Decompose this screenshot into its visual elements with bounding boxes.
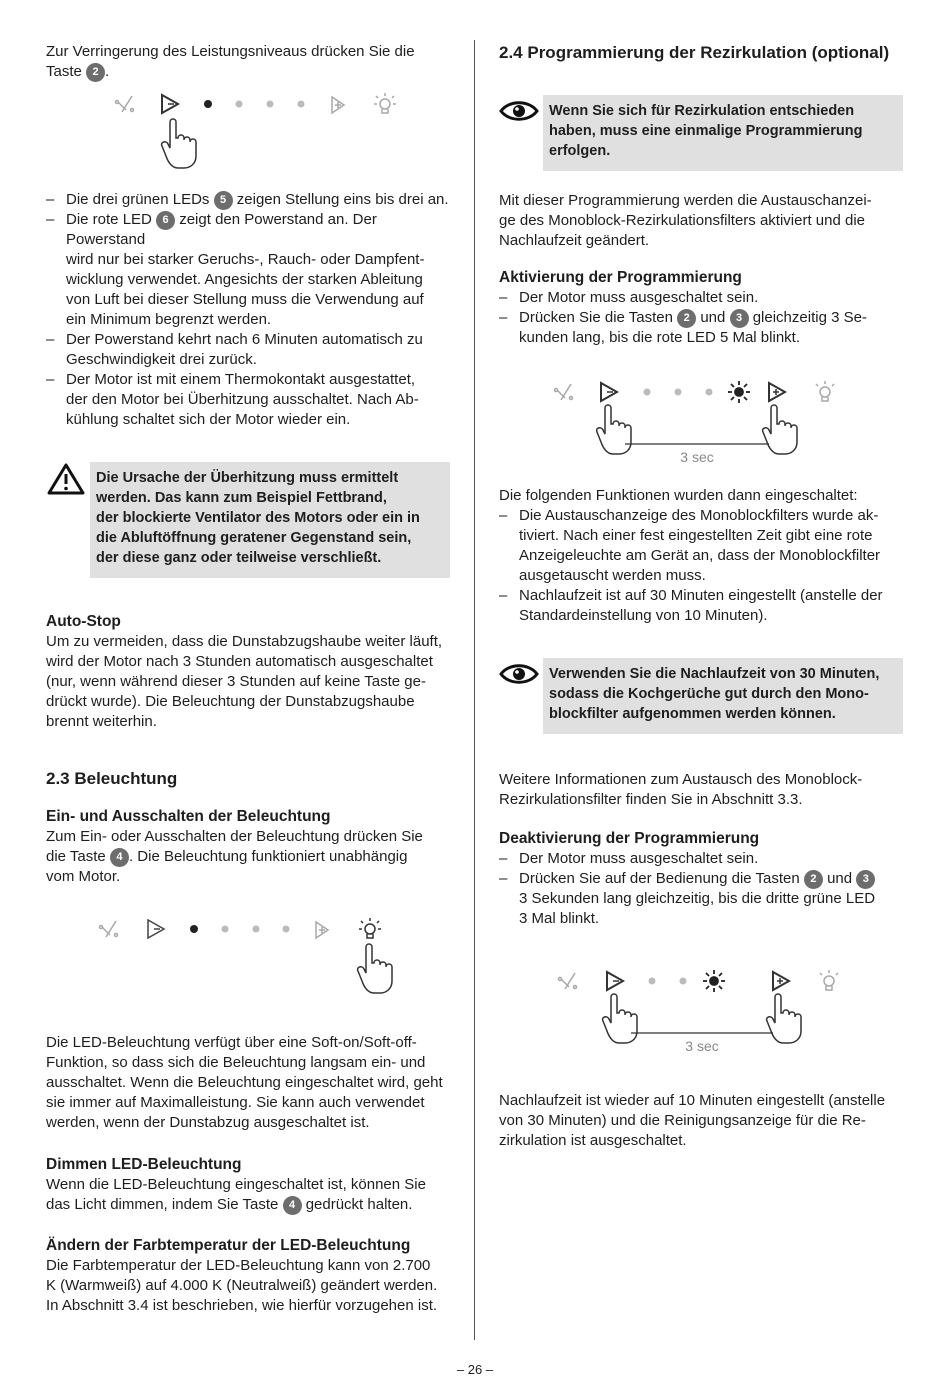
autostop-paragraph: Um zu vermeiden, dass die Dunstabzugshaube weiter läuft, wird der Motor nach 3 Stunden automatisch ausgeschaltet (nur, wenn während dieser 3 Stunden auf keine Taste ge- drückt wurde). Die Beleuchtung der Dunstabzugshaube brennt weiterhin.	[46, 633, 443, 730]
key-badge-5: 5	[214, 191, 233, 210]
color-paragraph: Die Farbtemperatur der LED-Beleuchtung kann von 2.700 K (Warmweiß) auf 4.000 K (Neutralweiß) geändert werden. In Abschnitt 3.4 ist beschrieben, wie hierfür vorzugehen ist.	[46, 1257, 438, 1314]
percent-icon	[100, 921, 118, 937]
led-list	[46, 190, 450, 430]
page-number: – 26 –	[456, 1362, 494, 1377]
eye-icon	[499, 662, 539, 686]
led-dot	[298, 101, 305, 108]
panel-figure-deactivate	[499, 929, 903, 1079]
plus-arrow-icon	[769, 383, 785, 401]
led-dot	[283, 926, 290, 933]
list-item: – Der Powerstand kehrt nach 6 Minuten automatisch zu Geschwindigkeit drei zurück.	[46, 330, 450, 370]
led-dot	[680, 978, 687, 985]
list-item: – Drücken Sie die Tasten 2 und 3 gleichzeitig 3 Se- kunden lang, bis die rote LED 5 Mal blinkt.	[499, 308, 903, 348]
panel-figure-minus	[46, 82, 450, 190]
sun-blink-icon	[703, 970, 725, 992]
minus-arrow-icon	[162, 95, 178, 113]
panel-figure-activate	[499, 348, 903, 480]
key-badge-6: 6	[156, 211, 175, 230]
section-heading-lighting: 2.3 Beleuchtung	[46, 769, 178, 788]
eye-note: Wenn Sie sich für Rezirkulation entschieden haben, muss eine einmalige Programmierung erfolgen.	[499, 95, 903, 171]
eye-icon	[499, 99, 539, 123]
deactivate-heading: Deaktivierung der Programmierung	[499, 830, 760, 847]
activate-heading: Aktivierung der Programmierung	[499, 269, 742, 286]
color-heading: Ändern der Farbtemperatur der LED-Beleuchtung	[46, 1237, 411, 1254]
recirculation-intro: Mit dieser Programmierung werden die Austauschanzei- ge des Monoblock-Rezirkulationsfilters aktiviert und die Nachlaufzeit geändert.	[499, 192, 872, 249]
warning-text: Die Ursache der Überhitzung muss ermittelt werden. Das kann zum Beispiel Fettbrand, der blockierte Ventilator des Motors oder ein in die Abluftöffnung geratener Gegenstand sein, der diese ganz oder teilweise verschließt.	[90, 462, 450, 578]
bulb-icon	[816, 381, 834, 401]
warning-icon	[46, 462, 86, 496]
percent-icon	[116, 96, 134, 112]
activate-list	[499, 288, 903, 348]
percent-icon	[559, 973, 577, 989]
key-badge-4: 4	[283, 1196, 302, 1215]
plus-arrow-icon	[316, 922, 328, 938]
autostop-heading: Auto-Stop	[46, 613, 121, 630]
intro-paragraph: Zur Verringerung des Leistungsniveaus drücken Sie die Taste 2 .	[46, 43, 415, 80]
key-badge-2: 2	[677, 309, 696, 328]
deactivate-list	[499, 849, 903, 929]
list-item: – Die Austauschanzeige des Monoblockfilters wurde ak- tiviert. Nach einer fest eingestellten Zeit gibt eine rote Anzeigeleuchte am Gerät an, dass der Monoblockfilter ausgetauscht werden muss.	[499, 506, 903, 586]
led-dot	[675, 389, 682, 396]
key-badge-4: 4	[110, 848, 129, 867]
left-column	[46, 42, 450, 1316]
dim-heading: Dimmen LED-Beleuchtung	[46, 1156, 242, 1173]
led-dot	[644, 389, 651, 396]
key-badge-3: 3	[730, 309, 749, 328]
section-heading-recirculation: 2.4 Programmierung der Rezirkulation (optional)	[499, 43, 890, 62]
list-item: – Der Motor ist mit einem Thermokontakt ausgestattet, der den Motor bei Überhitzung ausschaltet. Nach Ab- kühlung schaltet sich der Motor wieder ein.	[46, 370, 450, 430]
led-dot	[253, 926, 260, 933]
list-item: – Die rote LED 6 zeigt den Powerstand an. Der Powerstand wird nur bei starker Geruchs-, Rauch- oder Dampfent- wicklung verwendet. Angesichts der starken Ableitung von Luft bei dieser Stellung muss die Verwendung auf ein Minimum begrenzt werden.	[46, 210, 450, 330]
duration-label: 3 sec	[680, 449, 714, 465]
list-item: – Drücken Sie auf der Bedienung die Tasten 2 und 3 3 Sekunden lang gleichzeitig, bis die dritte grüne LED 3 Mal blinkt.	[499, 869, 903, 929]
led-dot-active	[190, 925, 198, 933]
control-panel-diagram	[46, 82, 450, 190]
led-dot	[649, 978, 656, 985]
minus-arrow-icon	[607, 972, 623, 990]
plus-arrow-icon	[332, 97, 344, 113]
led-dot	[236, 101, 243, 108]
warning-note	[46, 462, 450, 578]
control-panel-diagram	[499, 348, 903, 480]
panel-figure-light	[46, 887, 450, 1023]
hand-pointer-icon	[763, 405, 797, 454]
led-dot	[267, 101, 274, 108]
sun-blink-icon	[728, 381, 750, 403]
minus-arrow-icon	[601, 383, 617, 401]
right-column	[499, 42, 903, 1151]
hand-pointer-icon	[162, 119, 196, 168]
key-badge-2: 2	[804, 870, 823, 889]
column-divider	[474, 40, 475, 1340]
key-badge-3: 3	[856, 870, 875, 889]
percent-icon	[555, 384, 573, 400]
list-item: – Nachlaufzeit ist auf 30 Minuten eingestellt (anstelle der Standardeinstellung von 10 Minuten).	[499, 586, 903, 626]
hand-pointer-icon	[358, 944, 392, 993]
more-info-paragraph: Weitere Informationen zum Austausch des Monoblock- Rezirkulationsfilter finden Sie in Abschnitt 3.3.	[499, 771, 863, 808]
led-dot-active	[204, 100, 212, 108]
bulb-icon	[359, 918, 381, 938]
functions-intro: Die folgenden Funktionen wurden dann eingeschaltet:	[499, 487, 858, 504]
final-paragraph: Nachlaufzeit ist wieder auf 10 Minuten eingestellt (anstelle von 30 Minuten) und die Reinigungsanzeige für die Re- zirkulation ist ausgeschaltet.	[499, 1092, 886, 1149]
eye-note: Verwenden Sie die Nachlaufzeit von 30 Minuten, sodass die Kochgerüche gut durch den Mono- blockfilter aufgenommen werden können.	[499, 658, 903, 734]
functions-list	[499, 506, 903, 626]
plus-arrow-icon	[773, 972, 789, 990]
control-panel-diagram	[499, 929, 903, 1079]
hand-pointer-icon	[603, 994, 637, 1043]
bulb-icon	[820, 970, 838, 990]
list-item: – Der Motor muss ausgeschaltet sein.	[499, 288, 903, 308]
led-dot	[222, 926, 229, 933]
led-dot	[706, 389, 713, 396]
list-item: – Die drei grünen LEDs 5 zeigen Stellung eins bis drei an.	[46, 190, 450, 210]
hand-pointer-icon	[767, 994, 801, 1043]
onoff-heading: Ein- und Ausschalten der Beleuchtung	[46, 808, 331, 825]
dim-paragraph: Wenn die LED-Beleuchtung eingeschaltet ist, können Sie das Licht dimmen, indem Sie Taste 4 gedrückt halten.	[46, 1176, 426, 1213]
control-panel-diagram	[46, 887, 450, 1023]
minus-arrow-icon	[148, 920, 164, 938]
bulb-icon	[374, 93, 396, 113]
onoff-paragraph: Zum Ein- oder Ausschalten der Beleuchtung drücken Sie die Taste 4 . Die Beleuchtung funktioniert unabhängig vom Motor.	[46, 828, 423, 885]
duration-label: 3 sec	[685, 1038, 719, 1054]
key-badge-2: 2	[86, 63, 105, 82]
list-item: – Der Motor muss ausgeschaltet sein.	[499, 849, 903, 869]
hand-pointer-icon	[597, 405, 631, 454]
soft-paragraph: Die LED-Beleuchtung verfügt über eine Soft-on/Soft-off- Funktion, so dass sich die Beleuchtung langsam ein- und ausschaltet. Wenn die Beleuchtung eingeschaltet wird, geht sie immer auf Maximalleistung. Sie kann auch verwendet werden, wenn der Dunstabzug ausgeschaltet ist.	[46, 1034, 443, 1131]
